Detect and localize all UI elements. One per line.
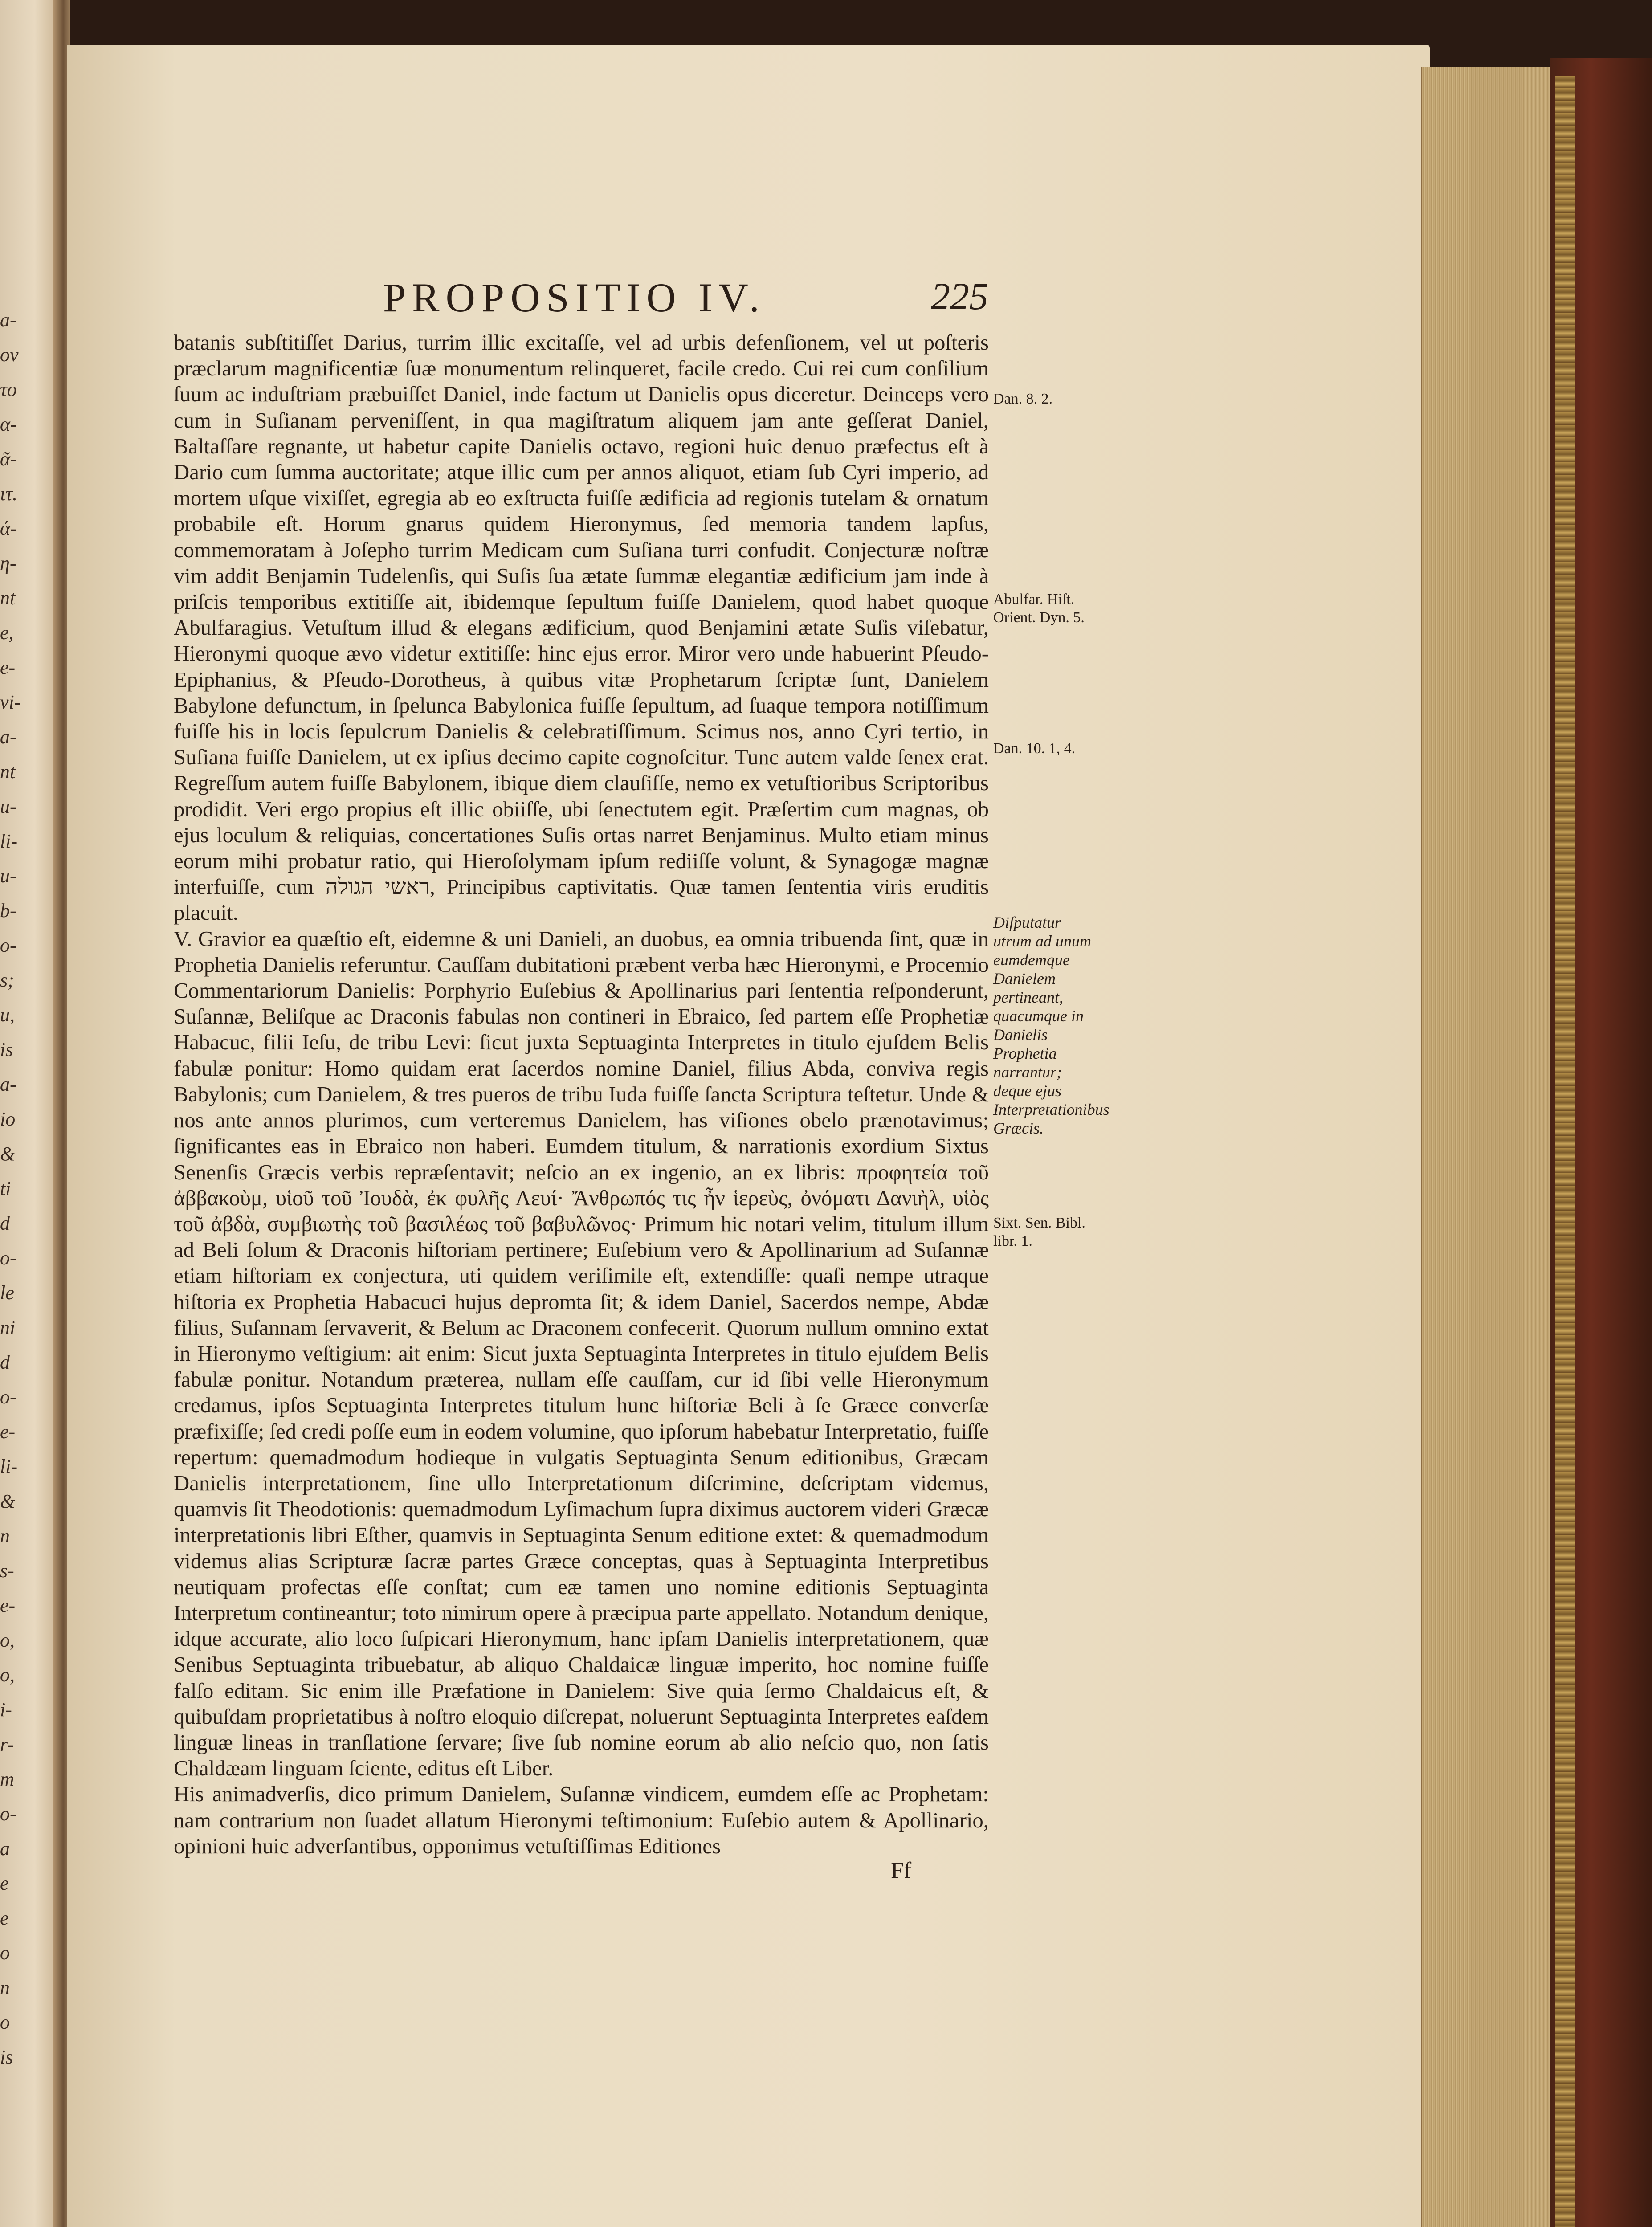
left-fragment: ιτ. [0,483,17,505]
left-fragment: s- [0,1560,14,1582]
left-fragment: b- [0,900,16,922]
body-text [174,330,989,1859]
left-fragment: e- [0,1595,16,1616]
left-fragment: o- [0,1386,16,1408]
gilt-cover-trim [1555,76,1575,2227]
left-fragment: e- [0,657,16,678]
signature-mark: Ff [891,1858,912,1883]
left-fragment: u, [0,1004,15,1026]
left-fragment: a [0,1838,10,1860]
left-fragment: η- [0,552,16,574]
left-fragment: li- [0,1456,18,1477]
left-fragment: o [0,2011,10,2033]
left-fragment: a- [0,726,16,748]
page-number: 225 [931,275,988,318]
left-fragment: nt [0,587,16,609]
left-fragment: d [0,1351,10,1373]
left-fragment: i- [0,1699,12,1721]
left-fragment: e- [0,1421,16,1443]
left-fragment: is [0,2046,13,2068]
margin-note-abulfar: Abulfar. Hiſt. Orient. Dyn. 5. [993,591,1085,626]
left-fragment: u- [0,865,16,887]
left-fragment: le [0,1282,14,1304]
left-fragment: o [0,1942,10,1964]
left-fragment: d [0,1212,10,1234]
left-page-edge [0,0,58,2227]
running-head: PROPOSITIO IV. [383,275,766,320]
margin-note-disputatur: Diſputatur utrum ad unum eumdemque Danielem pertineant, quacumque in Danielis Prophetia narrantur; deque ejus Interpretationibus Græcis. [993,914,1109,1137]
left-fragment: α- [0,413,17,435]
left-fragment: o, [0,1664,15,1686]
left-fragment: ti [0,1178,11,1199]
margin-note-dan-8: Dan. 8. 2. [993,391,1053,407]
left-fragment: e [0,1907,9,1929]
left-fragment: li- [0,830,18,852]
left-fragment: vi- [0,691,21,713]
paragraph-section-v: V. Gravior ea quæſtio eſt, eidemne & uni Danieli, an duobus, ea omnia tribuenda ſint, quæ in Prophetia Danielis referuntur. Cauſſam dubitationi præbent verba hæc Hieronymi, e Procemio Commentariorum Danielis: Porphyrio Euſebius & Apollinarius pari ſententia reſponderunt, Suſannæ, Beliſque ac Draconis fabulas non contineri in Ebraico, ſed partem eſſe Prophetiæ Habacuc, filii Ieſu, de tribu Levi: ſicut juxta Septuaginta Interpretes in titulo ejuſdem Belis fabulæ ponitur: Homo quidam erat ſacerdos nomine Daniel, filius Abda, conviva regis Babylonis; cum Danielem, & tres pueros de tribu Iuda fuiſſe ſancta Scriptura teſtetur. Unde & nos ante annos plurimos, cum verteremus Danielem, has viſiones obelo prænotavimus; ſignificantes eas in Ebraico non haberi. Eumdem titulum, & narrationis exordium Sixtus Senenſis Græcis verbis repræſentavit; neſcio an ex ingenio, an ex libris: προφητεία τοῦ ἀββακοὺμ, υἱοῦ τοῦ Ἰουδὰ, ἐκ φυλῆς Λευί· Ἄνθρωπός τις ἦν ἱερεὺς, ὀνόματι Δανιὴλ, υἱὸς τοῦ ἀβδὰ, συμβιωτὴς τοῦ βασιλέως τοῦ βαβυλῶνος· Primum hic notari velim, titulum illum ad Beli ſolum & Draconis hiſtoriam pertinere; Euſebium vero & Apollinarium ad Suſannæ etiam hiſtoriam ex conjectura, uti quidem veriſimile eſt, extendiſſe: quaſi nempe utraque hiſtoria ex Prophetia Habacuci hujus depromta ſit; & idem Daniel, Sacerdos nempe, Abdæ filius, Suſannam ſervaverit, & Belum ac Draconem confecerit. Quorum nullum omnino extat in Hieronymo veſtigium: ait enim: Sicut juxta Septuaginta Interpretes in titulo ejuſdem Belis fabulæ ponitur. Notandum præterea, nullam eſſe cauſſam, cur id ſibi velle Hieronymum credamus, ipſos Septuaginta Interpretes titulum hunc hiſtoriæ Beli à ſe Græce converſæ præfixiſſe; ſed credi poſſe eum in eodem volumine, quo ipſorum habebatur Interpretatio, fuiſſe repertum: quemadmodum hodieque in vulgatis Septuaginta Senum editionibus, Græcam Danielis interpretationem, ſine ullo Interpretationum diſcrimine, deſcriptam videmus, quamvis ſit Theodotionis: quemadmodum Lyſimachum ſupra diximus auctorem videri Græcæ interpretationis libri Eſther, quamvis in Septuaginta Senum editione extet: & quemadmodum videmus alias Scripturæ ſacræ partes Græce conceptas, quas à Septuaginta Interpretibus neutiquam profectas eſſe conſtat; cum eæ tamen uno nomine editionis Septuaginta Interpretum contineantur; toto nimirum opere à præcipua parte appellato. Notandum denique, idque accurate, alio loco ſuſpicari Hieronymum, hanc ipſam Danielis interpretationem, quæ Senibus Septuaginta tribuebatur, ab aliquo Chaldaicæ linguæ imperito, hoc nomine fuiſſe falſo editam. Sic enim ille Præfatione in Danielem: Sive quia ſermo Chaldaicus eſt, & quibuſdam proprietatibus à noſtro eloquio diſcrepat, noluerunt Septuaginta Interpretes eaſdem linguæ lineas in tranſlatione ſervare; ſive ſub nomine eorum ab alio neſcio quo, non ſatis Chaldæam linguam ſciente, editus eſt Liber. [174,926,989,1781]
margin-note-sixt-sen: Sixt. Sen. Bibl. libr. 1. [993,1215,1085,1249]
left-fragment: nt [0,761,16,783]
left-page-text-fragments [0,303,21,2075]
left-fragment: a- [0,1073,16,1095]
left-fragment: u- [0,795,16,817]
left-fragment: ᾶ- [0,448,17,470]
left-fragment: r- [0,1733,14,1755]
left-fragment: is [0,1039,13,1060]
left-fragment: e [0,1872,9,1894]
left-fragment: ov [0,344,19,366]
left-fragment: m [0,1768,14,1790]
paragraph-continuation: batanis subſtitiſſet Darius, turrim illic excitaſſe, vel ad urbis defenſionem, vel ut poſteris præclarum magnificentiæ ſuæ monumentum relinqueret, facile credo. Cui rei cum conſilium ſuum ac induſtriam præbuiſſet Daniel, inde factum ut Danielis opus diceretur. Deinceps vero cum in Suſianam perveniſſent, in qua magiſtratum aliquem jam ante geſſerat Daniel, Baltaſſare regnante, ut habetur capite Danielis octavo, regioni huic denuo præfectus eſt à Dario cum ſumma auctoritate; atque illic cum per annos aliquot, etiam ſub Cyri imperio, ad mortem uſque vixiſſet, egregia ab eo exſtructa fuiſſe ædificia ad regionis tutelam & ornatum probabile eſt. Horum gnarus quidem Hieronymus, ſed memoria tandem lapſus, commemoratam à Joſepho turrim Medicam cum Suſiana turri confudit. Conjecturæ noſtræ vim addit Benjamin Tudelenſis, qui Suſis ſua ætate ſummæ elegantiæ ædificium jam inde à priſcis temporibus extitiſſe ait, ibidemque ſepultum fuiſſe Danielem, quod habet quoque Abulfaragius. Vetuſtum illud & elegans ædificium, quod Benjamini ætate Suſis viſebatur, Hieronymi quoque ævo videtur extitiſſe: hinc ejus error. Miror vero unde habuerint Pſeudo-Epiphanius, & Pſeudo-Dorotheus, à quibus vitæ Prophetarum ſcriptæ ſunt, Danielem Babylone defunctum, in ſpelunca Babylonica fuiſſe ſepultum, ad ſuaque tempora notiſſimum fuiſſe his in locis ſepulcrum Danielis & celebratiſſimum. Scimus nos, anno Cyri tertio, in Suſiana fuiſſe Danielem, ut ex ipſius decimo capite cognoſcitur. Tunc autem valde ſenex erat. Regreſſum autem fuiſſe Babylonem, ibique diem clauſiſſe, nemo ex vetuſtioribus Scriptoribus prodidit. Veri ergo propius eſt illic obiiſſe, ubi ſenectutem egit. Præſertim cum magnas, ob ejus loculum & reliquias, concertationes Suſis ortas narret Benjaminus. Multo etiam minus eorum mihi probatur ratio, qui Hieroſolymam ipſum rediiſſe volunt, & Synagogæ magnæ interfuiſſe, cum ראשי הגולה, Principibus captivitatis. Quæ tamen ſententia viris eruditis placuit. [174,330,989,925]
left-fragment: το [0,379,17,400]
left-fragment: s; [0,969,14,991]
paragraph-conclusion: His animadverſis, dico primum Danielem, Suſannæ vindicem, eumdem eſſe ac Prophetam: nam contrarium non ſuadet allatum Hieronymi teſtimonium: Euſebio autem & Apollinario, opinioni huic adverſantibus, opponimus vetuſtiſſimas Editiones [174,1782,989,1858]
margin-note-dan-10: Dan. 10. 1, 4. [993,740,1076,757]
left-fragment: & [0,1143,16,1165]
left-fragment: o- [0,934,16,956]
left-fragment: & [0,1490,16,1512]
left-fragment: a- [0,309,16,331]
left-fragment: ά- [0,518,17,539]
left-fragment: io [0,1108,16,1130]
left-fragment: e, [0,622,14,644]
page-block-edge [1421,67,1551,2227]
left-fragment: n [0,1525,10,1547]
left-fragment: o- [0,1803,16,1825]
left-fragment: o- [0,1247,16,1269]
left-fragment: n [0,1977,10,1999]
left-fragment: o, [0,1629,15,1651]
left-fragment: ni [0,1317,16,1338]
